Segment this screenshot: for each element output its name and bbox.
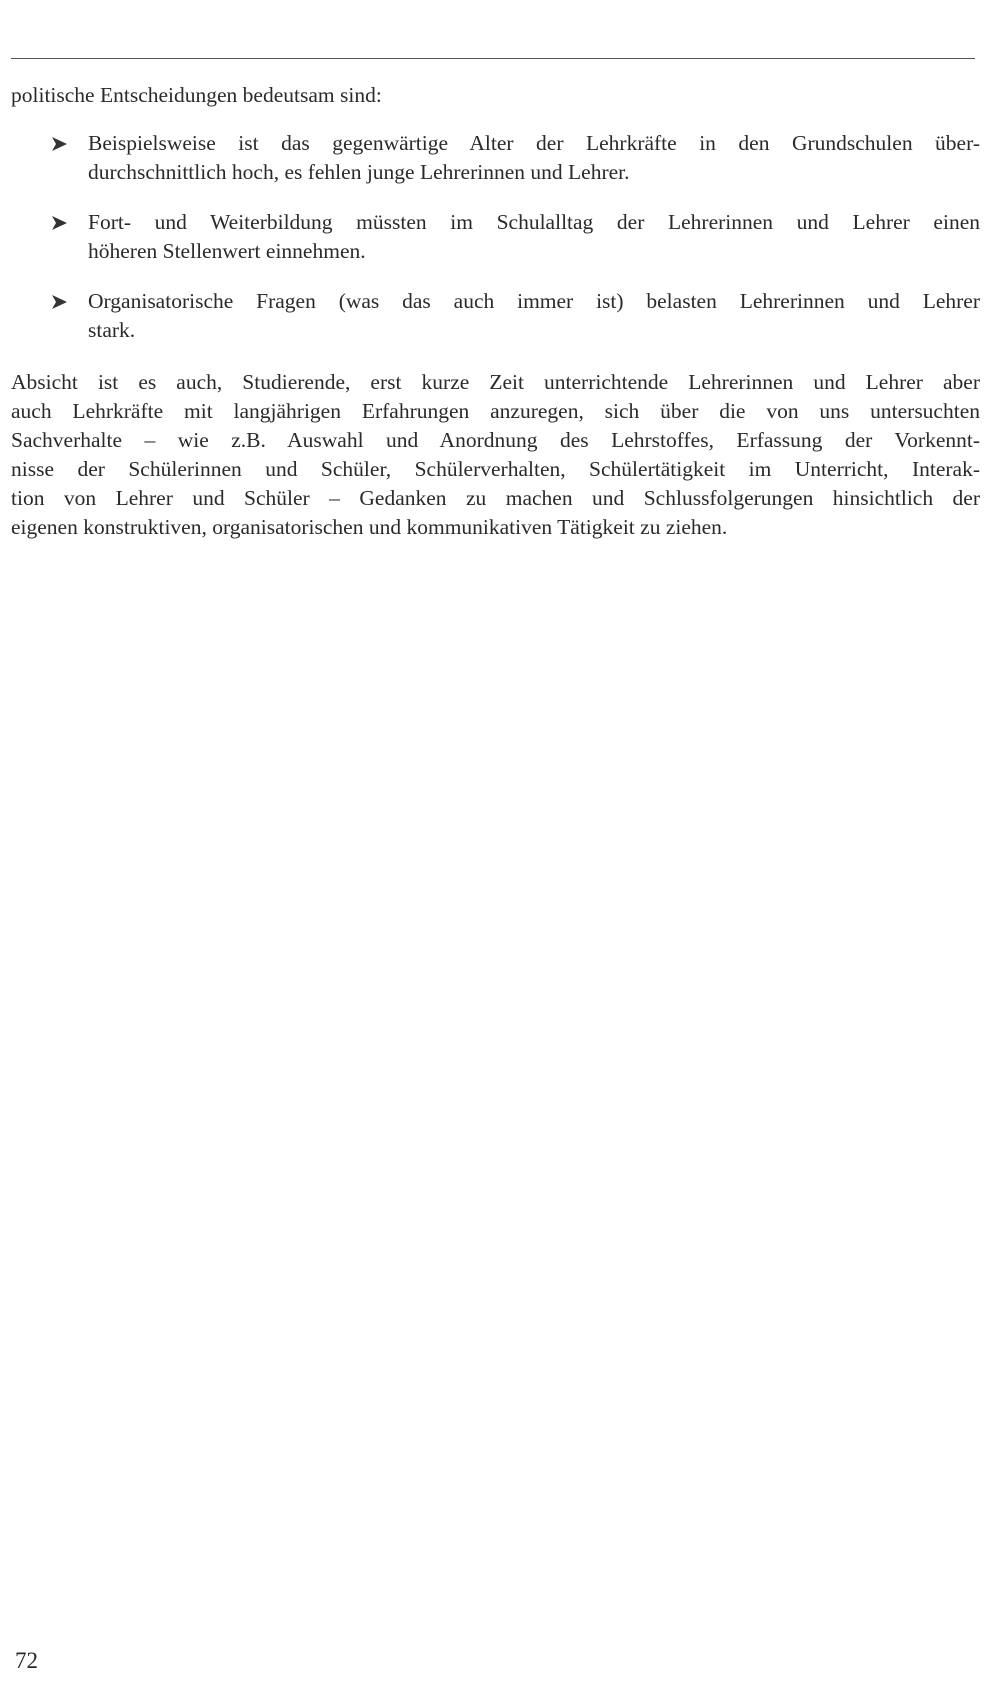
bullet-2-line-1: Fort- und Weiterbildung müssten im Schulalltag der Lehrerinnen und Lehrer einen: [88, 210, 980, 234]
page-number: 72: [15, 1648, 38, 1673]
intro-line: politische Entscheidungen bedeutsam sind:: [11, 83, 382, 107]
header-rule: [11, 58, 975, 59]
arrowhead-bullet-icon: [50, 129, 70, 158]
bullet-3-line-2: stark.: [88, 318, 136, 342]
paragraph-line-3: Sachverhalte – wie z.B. Auswahl und Anordnung des Lehrstoffes, Erfassung der Vorkennt-: [11, 428, 980, 452]
arrowhead-bullet-icon: [50, 208, 70, 237]
paragraph-line-1: Absicht ist es auch, Studierende, erst kurze Zeit unterrichtende Lehrerinnen und Lehrer aber: [11, 370, 980, 394]
paragraph-line-4: nisse der Schülerinnen und Schüler, Schülerverhalten, Schülertätigkeit im Unterricht, Interak-: [11, 457, 980, 481]
paragraph-line-5: tion von Lehrer und Schüler – Gedanken zu machen und Schlussfolgerungen hinsichtlich der: [11, 486, 980, 510]
paragraph-line-2: auch Lehrkräfte mit langjährigen Erfahrungen anzuregen, sich über die von uns untersuchten: [11, 399, 980, 423]
bullet-3-line-1: Organisatorische Fragen (was das auch immer ist) belasten Lehrerinnen und Lehrer: [88, 289, 980, 313]
bullet-2-line-2: höheren Stellenwert einnehmen.: [88, 239, 366, 263]
paragraph-line-6: eigenen konstruktiven, organisatorischen und kommunikativen Tätigkeit zu ziehen.: [11, 515, 728, 539]
bullet-1-line-2: durchschnittlich hoch, es fehlen junge Lehrerinnen und Lehrer.: [88, 160, 630, 184]
bullet-1-line-1: Beispielsweise ist das gegenwärtige Alter der Lehrkräfte in den Grundschulen über-: [88, 131, 980, 155]
arrowhead-bullet-icon: [50, 287, 70, 316]
